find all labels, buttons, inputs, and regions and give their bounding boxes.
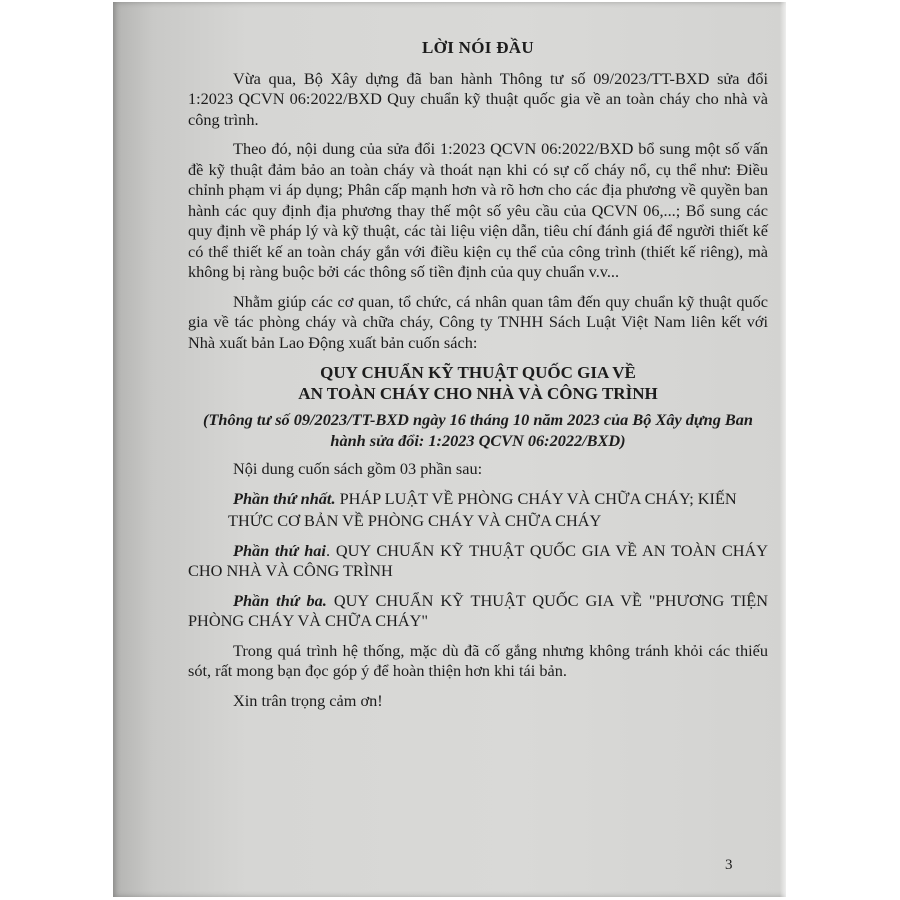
part-two-text: . QUY CHUẨN KỸ THUẬT QUỐC GIA VỀ AN TOÀN CHÁY CHO NHÀ VÀ CÔNG TRÌNH (188, 540, 769, 580)
book-page (113, 2, 786, 897)
paragraph-publication: Nhằm giúp các cơ quan, tổ chức, cá nhân quan tâm đến quy chuẩn kỹ thuật quốc gia về tác phòng cháy và chữa cháy, Công ty TNHH Sách Luật Việt Nam liên kết với Nhà xuất bản Lao Động xuất bản cuốn sách: (188, 291, 768, 352)
paragraph-content-summary: Theo đó, nội dung của sửa đổi 1:2023 QCVN 06:2022/BXD bổ sung một số vấn đề kỹ thuật đảm bảo an toàn cháy và thoát nạn khi có sự cố cháy nổ, cụ thể như: Điều chỉnh phạm vi áp dụng; Phân cấp mạnh hơn và rõ hơn cho các địa phương về quyền ban hành các quy định địa phương thay thế một số yêu cầu của QCVN 06,...; Bổ sung các quy định về pháp lý và kỹ thuật, các tài liệu viện dẫn, tiêu chí đánh giá để người thiết kế có thể thiết kế an toàn cháy gắn với điều kiện cụ thể của công trình (thiết kế riêng), mà không bị ràng buộc bởi các thông số tiền định của quy chuẩn v.v... (188, 139, 768, 281)
book-title-line2: AN TOÀN CHÁY CHO NHÀ VÀ CÔNG TRÌNH (298, 384, 658, 403)
part-one-continued: THỨC CƠ BẢN VỀ PHÒNG CHÁY VÀ CHỮA CHÁY (228, 511, 602, 530)
part-two (188, 541, 768, 582)
part-three-text: QUY CHUẨN KỸ THUẬT QUỐC GIA VỀ "PHƯƠNG TIỆN PHÒNG CHÁY VÀ CHỮA CHÁY" (188, 590, 768, 630)
page-number: 3 (725, 857, 733, 873)
part-one-text: PHÁP LUẬT VỀ PHÒNG CHÁY VÀ CHỮA CHÁY; KIẾN (335, 488, 737, 508)
part-one-label: Phần thứ nhất. (233, 488, 336, 508)
book-title-line1: QUY CHUẨN KỸ THUẬT QUỐC GIA VỀ (320, 363, 636, 382)
thanks-line: Xin trân trọng cảm ơn! (233, 690, 383, 710)
contents-intro: Nội dung cuốn sách gồm 03 phần sau: (233, 459, 483, 478)
part-one (188, 489, 768, 510)
paragraph-closing: Trong quá trình hệ thống, mặc dù đã cố gắng nhưng không tránh khỏi các thiếu sót, rất mong bạn đọc góp ý để hoàn thiện hơn khi tái bản. (188, 640, 768, 680)
part-two-label: Phần thứ hai (233, 540, 326, 560)
page-title: LỜI NÓI ĐẦU (422, 38, 534, 57)
part-three (188, 591, 768, 632)
page-text (188, 38, 768, 720)
book-subtitle: (Thông tư số 09/2023/TT-BXD ngày 16 tháng 10 năm 2023 của Bộ Xây dựng Ban hành sửa đổi: 1:2023 QCVN 06:2022/BXD) (203, 410, 753, 450)
part-three-label: Phần thứ ba. (233, 590, 327, 610)
book-title (188, 362, 768, 404)
paragraph-intro: Vừa qua, Bộ Xây dựng đã ban hành Thông tư số 09/2023/TT-BXD sửa đổi 1:2023 QCVN 06:2022/BXD Quy chuẩn kỹ thuật quốc gia về an toàn cháy cho nhà và công trình. (188, 68, 768, 129)
